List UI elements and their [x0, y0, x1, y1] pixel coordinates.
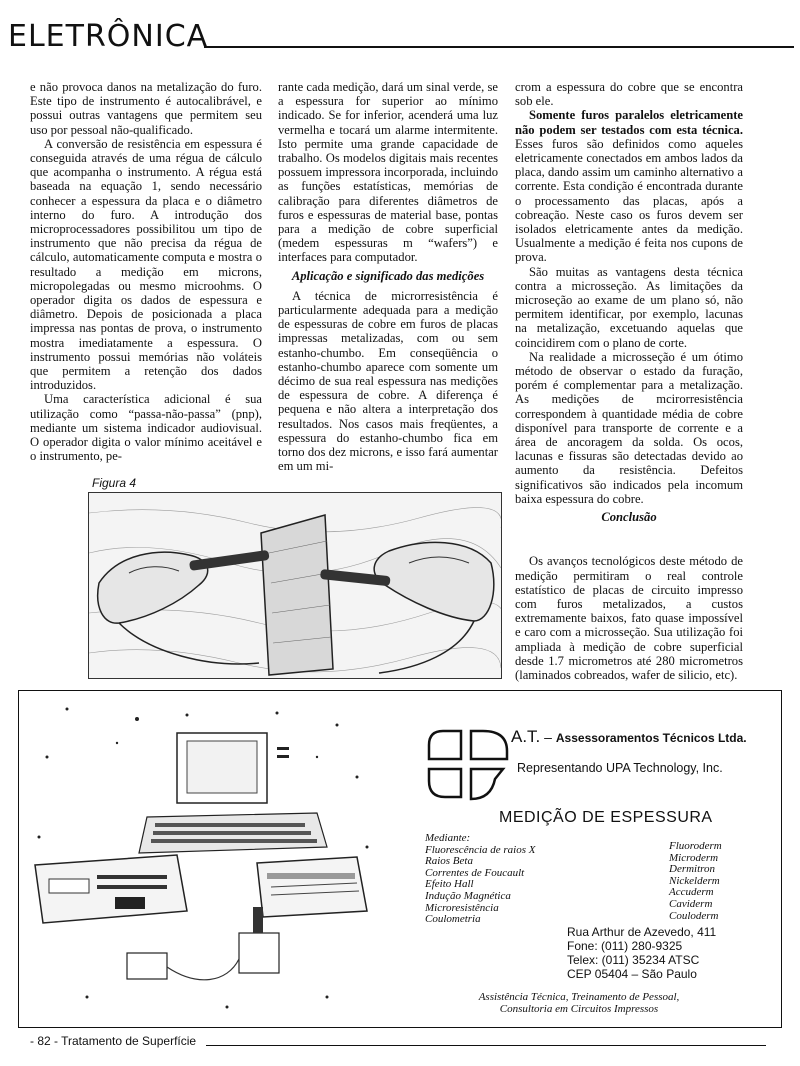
paragraph: A conversão de resistência em espessura é conseguida através de uma régua de cálculo que acompanha o instrumento. A régua está baseada na equação 1, sendo necessário conhecer a espessura da placa e o diâmetro interno do furo. A introdução dos microprocessadores possibilitou um tipo de instrumento que não precisa da régua de cálculo, automaticamente computa e mostra o resultado a medição em microns, micropolegadas ou mesmo microohms. O operador digita os dados de espessura e diâmetro. Depois de posicionada a placa impressa nas pontas de prova, o instrumento mostra imediatamente a espessura. O instrumento possui memórias não voláteis que permitem a retenção dos dados introduzidos.: [30, 136, 262, 393]
measuring-equipment-drawing: [27, 697, 379, 1019]
brand-item: Caviderm: [669, 897, 713, 910]
footer-rule: [206, 1045, 766, 1046]
paragraph: Os avanços tecnológicos deste método de medição permitiram o real controle estatístico de placas de circuito impresso com furos metalizados, a custos extremamente baixos, fato quase impossível e caro com a microsseção. Sua utilização foi ampliada à medição de cobre superficial desde 1.7 micrometros até 280 micrometros (laminados cobreados, wafer de silicio, etc).: [515, 554, 743, 682]
company-dash: –: [540, 729, 556, 745]
paragraph: rante cada medição, dará um sinal verde, se a espessura for superior ao mínimo indicado. Se for inferior, acenderá uma luz vermelha e tocará um alarme intermitente. Isto permite uma grande capacidade de trabalho. Os modelos digitais mais recentes possuem impressora incorporada, incluindo as funções estatísticas, memórias de calibração para diferentes diâmetros de furos e espessuras de material base, pontas para a medição de cobre superficial (medem espessuras m “wafers”) e interfaces para computador.: [278, 80, 498, 265]
method-item: Microresistência: [425, 901, 499, 914]
magazine-section-title: ELETRÔNICA: [8, 19, 209, 54]
brand-item: Nickelderm: [669, 874, 720, 887]
brand-item: Couloderm: [669, 909, 719, 922]
brand-item: Dermitron: [669, 863, 716, 876]
paragraph: [515, 108, 743, 264]
method-item: Coulometria: [425, 913, 481, 926]
services-text: [419, 991, 739, 1015]
contact-address: [567, 925, 716, 981]
company-logo: [423, 723, 515, 807]
paragraph: Na realidade a microsseção é um ótimo método de observar o estado da furação, porém é complementar para a metalização. As medições de mcirorresistência correspondem à quantidade média de cobre disponível para transporte de corrente e a área de ancoragem da solda. Os ocos, lacunas e fissuras são detectadas devido ao aumento da resistência. Defeitos significativos são indicados pela incomum baixa espessura do cobre.: [515, 349, 743, 506]
method-item: Fluorescência de raios X: [425, 843, 536, 856]
product-brands-list: [669, 841, 722, 922]
brand-item: Microderm: [669, 851, 719, 864]
article-column-3: [515, 80, 743, 682]
paragraph: e não provoca danos na metalização do furo. Este tipo de instrumento é autocalibrável, e possui outras vantagens que permitem seu uso por pessoal não-qualificado.: [30, 80, 262, 137]
header-rule: [204, 46, 794, 48]
company-name: [511, 727, 747, 747]
paragraph-rest: Esses furos são definidos como aqueles eletricamente conectados em ambos lados da placa, dando assim um caminho alternativo a corrente. Esta condição é encontrada durante o processamento das placas, após a cobreação. Neste caso os furos devem ser isolados eletricamente antes da medição. Usualmente a medição é feita nos cupons de prova.: [515, 136, 743, 265]
representation-line: Representando UPA Technology, Inc.: [517, 761, 723, 775]
product-title: MEDIÇÃO DE ESPESSURA: [499, 809, 713, 826]
bold-statement: Somente furos paralelos eletricamente não podem ser testados com esta técnica.: [515, 108, 743, 137]
paragraph: crom a espessura do cobre que se encontra sob ele.: [515, 80, 743, 109]
methods-title: Mediante:: [425, 832, 471, 844]
page-footer: [30, 1034, 766, 1050]
page-number-and-magazine: - 82 - Tratamento de Superfície: [30, 1034, 197, 1048]
company-full-name: Assessoramentos Técnicos Ltda.: [555, 731, 747, 745]
article-column-2: [278, 80, 498, 473]
page-header: [8, 20, 794, 54]
method-item: Indução Magnética: [425, 889, 511, 902]
postal-code-line: CEP 05404 – São Paulo: [567, 967, 697, 981]
equipment-illustration: [27, 697, 379, 1019]
method-item: Efeito Hall: [425, 878, 474, 891]
brand-item: Accuderm: [669, 886, 714, 899]
figure-photo: [88, 492, 502, 679]
company-short-name: A.T.: [511, 727, 541, 746]
brand-item: Fluoroderm: [669, 840, 722, 852]
paragraph: A técnica de microrresistência é particularmente adequada para a medição de espessuras de cobre em furos de placas impressas metalizadas, com ou sem estanho-chumbo. Em conseqüência o estanho-chumbo aparece com somente um décimo de sua real espessura nas medições de espessura de cobre. A diferença é pequena e não altera a interpretação dos resultados. Nos casos mais freqüentes, a espessura do estanho-chumbo fica em torno dos dez microns, e isso fará aumentar em um mi-: [278, 288, 498, 474]
services-line: Consultoria em Circuitos Impressos: [499, 1003, 659, 1015]
services-line: Assistência Técnica, Treinamento de Pessoal,: [478, 991, 680, 1003]
paragraph: Uma característica adicional é sua utilização como “passa-não-passa” (pnp), mediante um sistema indicador audiovisual. O operador digita o valor mínimo aceitável e o instrumento, pe-: [30, 392, 262, 464]
telex-line: Telex: (011) 35234 ATSC: [567, 953, 700, 967]
section-subheading: Aplicação e significado das medições: [291, 268, 485, 283]
methods-list: [425, 833, 535, 926]
phone-line: Fone: (011) 280-9325: [567, 939, 683, 953]
address-line: Rua Arthur de Azevedo, 411: [567, 925, 717, 939]
probe-measurement-illustration: [89, 493, 501, 678]
figure-caption: Figura 4: [92, 476, 137, 490]
article-column-1: [30, 80, 262, 463]
conclusion-heading: Conclusão: [601, 510, 657, 525]
advertisement: [18, 690, 782, 1028]
method-item: Raios Beta: [425, 855, 473, 868]
method-item: Correntes de Foucault: [425, 866, 525, 879]
paragraph: São muitas as vantagens desta técnica contra a microsseção. As limitações da microseção ao exame de um plano só, não permitem identificar, por exemplo, lacunas na metalização, excetuando aquelas que coincidirem com o plano de corte.: [515, 264, 743, 350]
